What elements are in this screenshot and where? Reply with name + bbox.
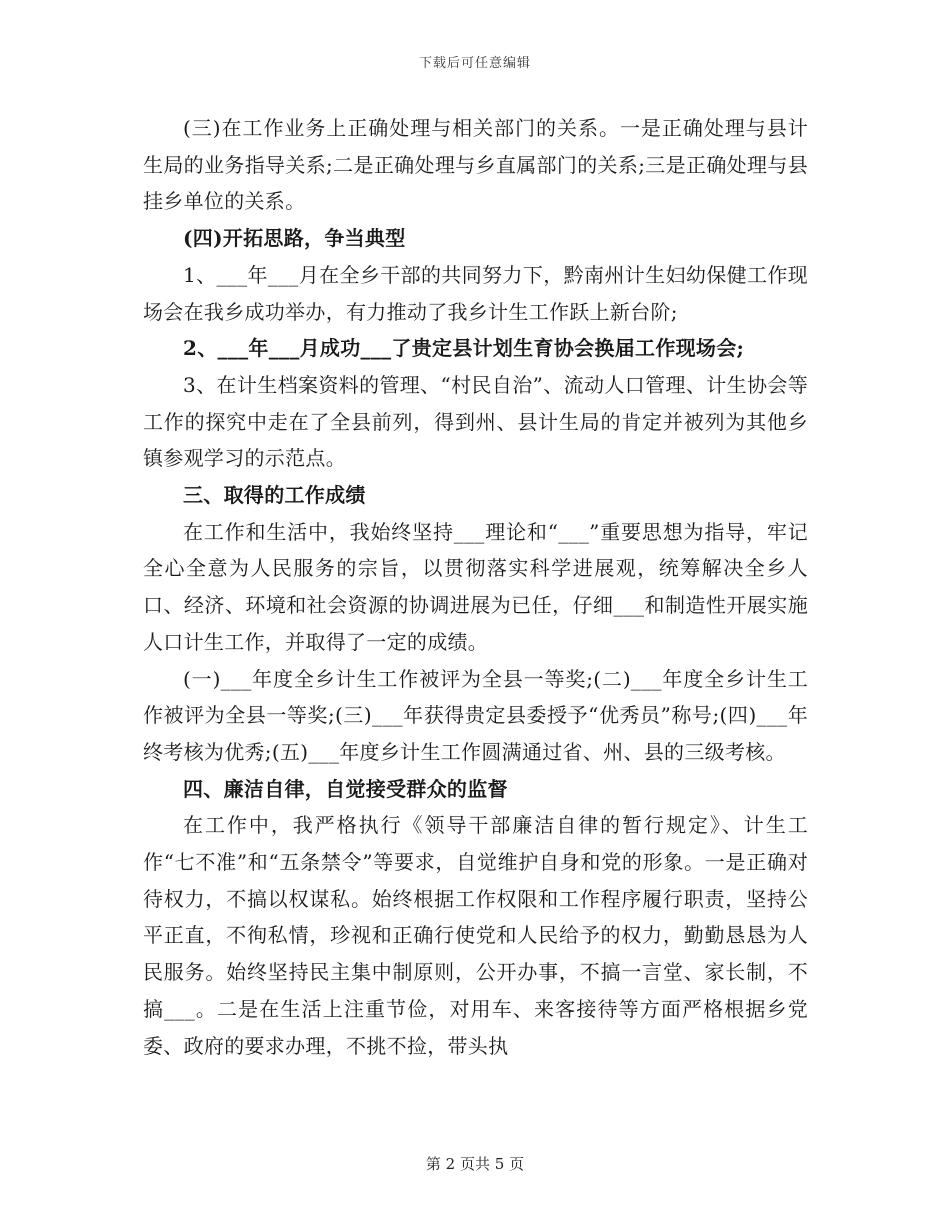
heading-section-4: (四)开拓思路，争当典型 [183, 226, 406, 251]
page-number: 第 2 页共 5 页 [425, 1155, 525, 1173]
paragraph-item-2: 2、___年___月成功___了贵定县计划生育协会换届工作现场会; [183, 336, 745, 361]
paragraph-achievements-intro: 在工作和生活中，我始终坚持___理论和“___”重要思想为指导，牢记全心全意为人民服务的宗旨，以贯彻落实科学进展观，统筹解决全乡人口、经济、环境和社会资源的协调进展为已任，仔细___和制造性开展实施人口计生工作，并取得了一定的成绩。 [143, 519, 808, 654]
heading-achievements: 三、取得的工作成绩 [183, 483, 366, 508]
document-body [143, 110, 808, 1064]
heading-integrity: 四、廉洁自律，自觉接受群众的监督 [183, 776, 508, 801]
paragraph-section-3-relations: (三)在工作业务上正确处理与相关部门的关系。一是正确处理与县计生局的业务指导关系;二是正确处理与乡直属部门的关系;三是正确处理与县挂乡单位的关系。 [143, 116, 808, 214]
paragraph-item-1: 1、___年___月在全乡干部的共同努力下，黔南州计生妇幼保健工作现场会在我乡成功举办，有力推动了我乡计生工作跃上新台阶; [143, 262, 808, 324]
paragraph-integrity: 在工作中，我严格执行《领导干部廉洁自律的暂行规定》、计生工作“七不准”和“五条禁令”等要求，自觉维护自身和党的形象。一是正确对待权力，不搞以权谋私。始终根据工作权限和工作程序履行职责，坚持公平正直，不徇私情，珍视和正确行使党和人民给予的权力，勤勤恳恳为人民服务。始终坚持民主集中制原则，公开办事，不搞一言堂、家长制，不搞___。二是在生活上注重节俭，对用车、来客接待等方面严格根据乡党委、政府的要求办理，不挑不捡，带头执 [143, 813, 808, 1058]
paragraph-awards: (一)___年度全乡计生工作被评为全县一等奖;(二)___年度全乡计生工作被评为全县一等奖;(三)___年获得贵定县委授予“优秀员”称号;(四)___年终考核为优秀;(五)___年度乡计生工作圆满通过省、州、县的三级考核。 [143, 666, 808, 764]
paragraph-item-3: 3、在计生档案资料的管理、“村民自治”、流动人口管理、计生协会等工作的探究中走在了全县前列，得到州、县计生局的肯定并被列为其他乡镇参观学习的示范点。 [143, 372, 808, 471]
page-header: 下载后可任意编辑 [418, 56, 531, 71]
